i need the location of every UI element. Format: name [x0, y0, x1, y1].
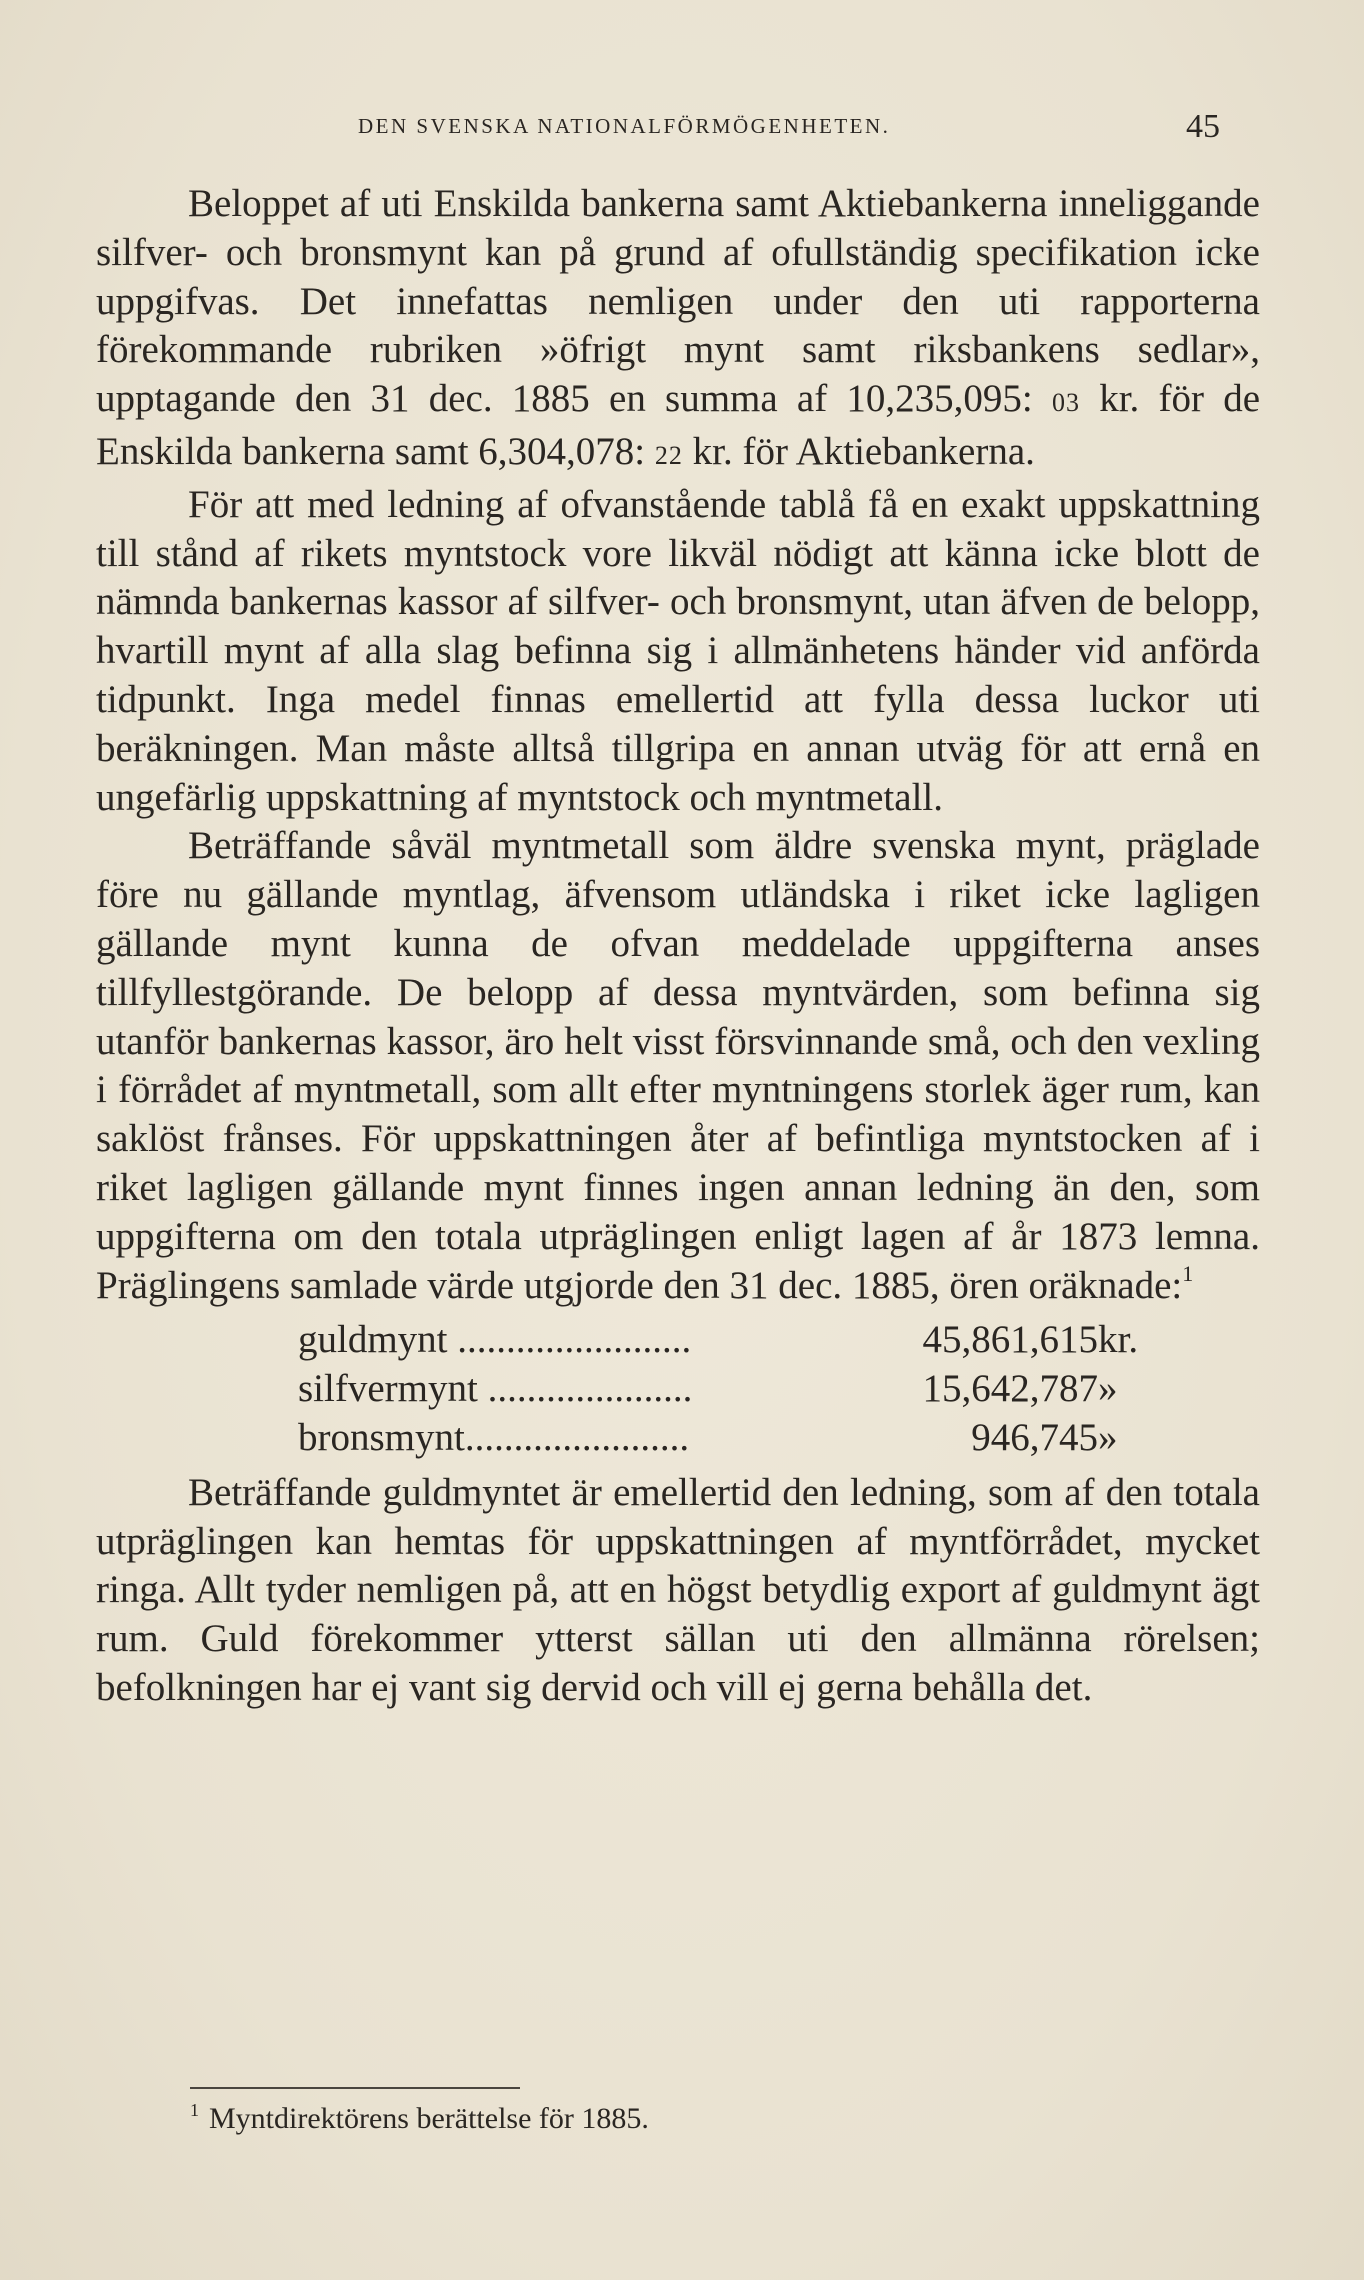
- coin-unit: »: [1098, 1367, 1118, 1411]
- coin-value: 15,642,787: [922, 1367, 1098, 1411]
- coin-name-text: silfvermynt: [298, 1367, 478, 1411]
- running-head: DEN SVENSKA NATIONALFÖRMÖGENHETEN.: [358, 114, 891, 138]
- paragraph-1-text-e: kr. för Aktiebankerna.: [682, 429, 1035, 473]
- footnote: [190, 2100, 649, 2136]
- footnote-text: Myntdirektörens berättelse för 1885.: [209, 2102, 649, 2135]
- coin-row-bronze: [298, 1414, 1158, 1463]
- coin-unit: kr.: [1098, 1318, 1139, 1362]
- paragraph-1: [96, 180, 1260, 481]
- footnote-mark: 1: [190, 2100, 199, 2120]
- ore-value-2: 22: [654, 440, 683, 470]
- paragraph-3: [96, 822, 1260, 1310]
- ore-value-1: 03: [1051, 388, 1080, 418]
- body-text: [96, 180, 1260, 1713]
- footnote-divider: [190, 2087, 520, 2089]
- coin-value: 45,861,615: [922, 1318, 1098, 1362]
- paragraph-1-text-a: Beloppet af uti Enskilda bankerna samt Aktiebankerna inneliggande silfver- och bronsmynt kan på grund af ofullständig specifikation icke uppgifvas. Det innefattas nemligen under den uti rapporterna förekommande rubriken »öfrigt mynt samt riksbankens sedlar», upptagande den 31 dec. 1885 en summa af 10,235,095:: [96, 182, 1260, 421]
- coin-row-silver: [298, 1365, 1158, 1414]
- coin-row-gold: [298, 1316, 1158, 1365]
- coin-name-text: guldmynt: [298, 1318, 448, 1362]
- coinage-table: [298, 1316, 1158, 1462]
- footnote-reference: 1: [1182, 1260, 1194, 1286]
- page-header: [96, 108, 1256, 156]
- coin-unit: »: [1098, 1415, 1118, 1459]
- paragraph-3-text: Beträffande såväl myntmetall som äldre svenska mynt, präglade före nu gällande myntlag, äfvensom utländska i riket icke lagligen gällande mynt kunna de ofvan meddelade uppgifterna anses tillfyllestgörande. De belopp af dessa myntvärden, som befinna sig utanför bankernas kassor, äro helt visst försvinnande små, och den vexling i förrådet af myntmetall, som allt efter myntningens storlek äger rum, kan saklöst frånses. För uppskattningen åter af befintliga myntstocken af i riket lagligen gällande mynt finnes ingen annan ledning än den, som uppgifterna om den totala utpräglingen enligt lagen af år 1873 lemna. Präglingens samlade värde utgjorde den 31 dec. 1885, ören oräknade:: [96, 824, 1260, 1307]
- coin-name: bronsmynt.......................: [298, 1415, 690, 1459]
- coin-name: guldmynt ........................: [298, 1318, 692, 1362]
- coin-name: silfvermynt .....................: [298, 1367, 693, 1411]
- page-number: 45: [1186, 108, 1220, 145]
- coin-name-text: bronsmynt: [298, 1415, 465, 1459]
- paragraph-4: Beträffande guldmyntet är emellertid den ledning, som af den totala utpräglingen kan hemtas för uppskattningen af myntförrådet, mycket ringa. Allt tyder nemligen på, att en högst betydlig export af guldmynt ägt rum. Guld förekommer ytterst sällan uti den allmänna rörelsen; befolkningen har ej vant sig dervid och vill ej gerna behålla det.: [96, 1470, 1260, 1709]
- coin-value: 946,745: [971, 1415, 1098, 1459]
- paragraph-2: För att med ledning af ofvanstående tablå få en exakt uppskattning till stånd af rikets myntstock vore likväl nödigt att känna icke blott de nämnda bankernas kassor af silfver- och bronsmynt, utan äfven de belopp, hvartill mynt af alla slag befinna sig i allmänhetens händer vid anförda tidpunkt. Inga medel finnas emellertid att fylla dessa luckor uti beräkningen. Man måste alltså tillgripa en annan utväg för att ernå en ungefärlig uppskattning af myntstock och myntmetall.: [96, 482, 1260, 819]
- paragraph-1-text-c: kr. för de Enskilda bankerna samt 6,304,078:: [96, 377, 1260, 473]
